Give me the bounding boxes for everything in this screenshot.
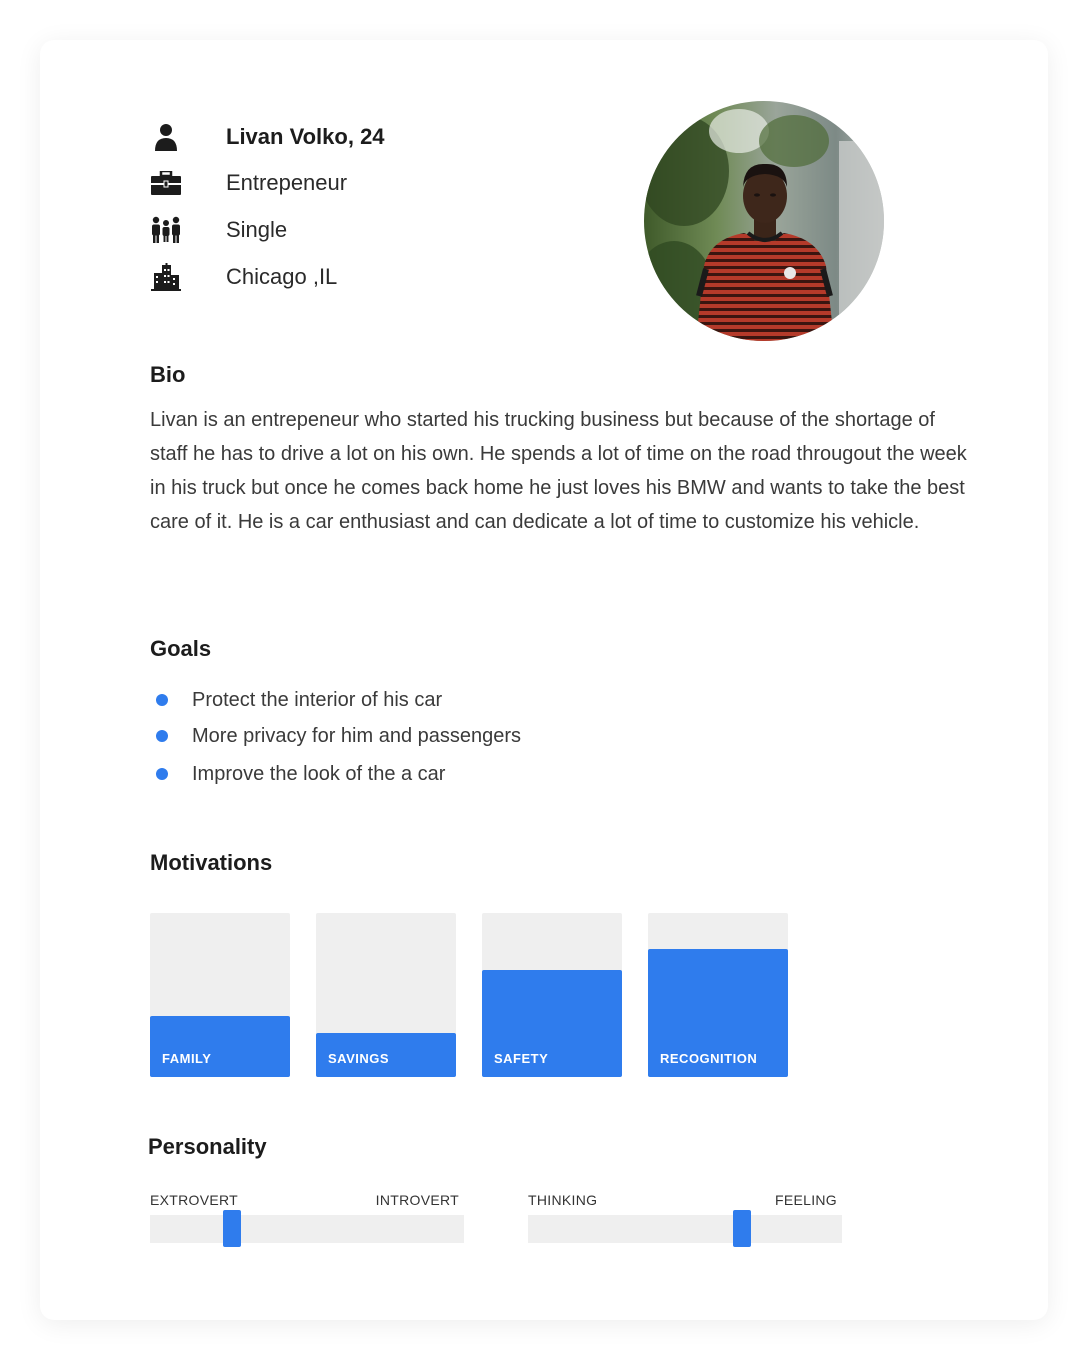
profile-name: Livan Volko, 24 xyxy=(226,124,385,149)
goal-item xyxy=(150,759,446,789)
family-icon xyxy=(150,215,182,245)
bio-heading: Bio xyxy=(150,362,186,387)
goal-text: More privacy for him and passengers xyxy=(192,724,522,747)
info-row-occupation xyxy=(150,168,348,198)
profile-occupation: Entrepeneur xyxy=(226,170,348,195)
goal-text: Improve the look of the a car xyxy=(192,762,446,785)
avatar xyxy=(644,101,884,341)
motivation-savings xyxy=(316,913,456,1077)
info-row-location xyxy=(150,262,338,292)
goal-item xyxy=(150,721,522,751)
slider-thumb[interactable] xyxy=(733,1210,751,1247)
personality-heading: Personality xyxy=(148,1134,267,1159)
briefcase-icon xyxy=(150,168,182,198)
bullet-icon xyxy=(156,768,168,780)
motivation-label: FAMILY xyxy=(162,1051,212,1066)
slider-right-label: FEELING xyxy=(774,1192,837,1208)
slider-track[interactable] xyxy=(528,1215,842,1243)
slider-left-label: EXTROVERT xyxy=(150,1192,239,1208)
profile-status: Single xyxy=(226,217,288,242)
profile-location: Chicago ,IL xyxy=(226,264,338,289)
persona-card xyxy=(40,40,1048,1320)
motivation-label: SAFETY xyxy=(494,1051,549,1066)
motivation-family xyxy=(150,913,290,1077)
motivation-label: SAVINGS xyxy=(328,1051,390,1066)
slider-right-label: INTROVERT xyxy=(375,1192,459,1208)
city-icon xyxy=(150,262,182,292)
bio-text: Livan is an entrepeneur who started his trucking business but because of the shortage of staff he has to drive a lot on his own. He spends a lot of time on the road througout the week in his truck but once he comes back home he just loves his BMW and wants to take the best care of it. He is a car enthusiast and can dedicate a lot of time to customize his vehicle. xyxy=(150,409,967,533)
goals-heading: Goals xyxy=(150,636,212,661)
goal-text: Protect the interior of his car xyxy=(192,688,443,711)
person-icon xyxy=(150,122,182,152)
info-row-status xyxy=(150,215,288,245)
motivation-safety xyxy=(482,913,622,1077)
slider-thumb[interactable] xyxy=(223,1210,241,1247)
slider-left-label: THINKING xyxy=(528,1192,598,1208)
slider-thinking-feeling xyxy=(528,1190,842,1246)
bullet-icon xyxy=(156,730,168,742)
bullet-icon xyxy=(156,694,168,706)
motivations-heading: Motivations xyxy=(150,850,273,875)
slider-extrovert-introvert xyxy=(150,1190,464,1246)
info-row-name xyxy=(150,122,385,152)
motivation-recognition xyxy=(648,913,788,1077)
motivation-label: RECOGNITION xyxy=(660,1051,758,1066)
slider-track[interactable] xyxy=(150,1215,464,1243)
motivation-level-bar xyxy=(150,1016,290,1077)
goal-item xyxy=(150,685,443,715)
